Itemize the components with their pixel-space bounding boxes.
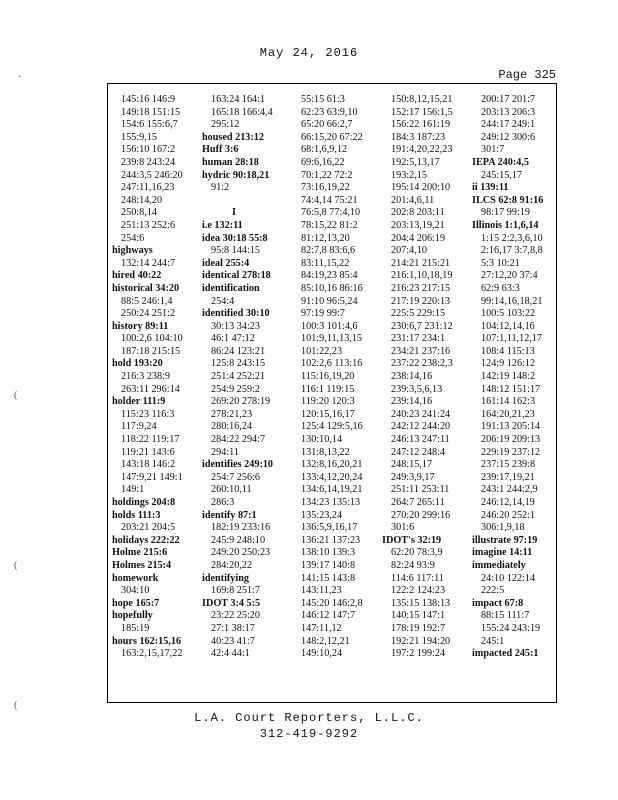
index-reference	[202, 195, 290, 208]
index-reference: 46:1 47:12	[211, 333, 255, 345]
index-reference: 5:3 10:21	[481, 257, 520, 269]
index-reference: 295:12	[211, 119, 240, 131]
court-reporter-phone: 312-419-9292	[259, 727, 359, 741]
index-reference: 237:15 239:8	[481, 459, 536, 471]
index-term: hours 162:15,16	[112, 635, 182, 647]
index-reference: 131:8,13,22	[301, 446, 350, 458]
index-reference: 245:9 248:10	[211, 534, 266, 546]
index-reference: 206:19 209:13	[481, 434, 541, 446]
index-reference: 246:20 252:1	[481, 509, 536, 521]
index-reference: 152:17 156:1,5	[391, 106, 453, 118]
index-term: Holmes 215:4	[112, 559, 172, 571]
index-reference: 231:17 234:1	[391, 333, 446, 345]
index-reference: 24:10 122:14	[481, 572, 536, 584]
index-reference: 251:11 253:11	[391, 484, 450, 496]
index-reference: 306:1,9,18	[481, 522, 525, 534]
index-reference: 201:4,6,11	[391, 194, 435, 206]
index-reference: 248:14,20	[121, 194, 163, 206]
page-footer	[0, 710, 618, 742]
index-reference: 149:1	[121, 484, 145, 496]
index-reference: 249:3,9,17	[391, 471, 435, 483]
index-reference: 178:19 192:7	[391, 622, 446, 634]
index-reference: 269:20 278:19	[211, 396, 271, 408]
index-reference: 82:24 93:9	[391, 559, 435, 571]
index-reference: 163:24 164:1	[211, 94, 266, 105]
index-reference: 246:12,14,19	[481, 497, 535, 508]
index-reference: 136:21 137:23	[301, 534, 361, 546]
index-reference: 42:4 44:1	[211, 648, 250, 660]
index-reference: 163:2,15,17,22	[121, 648, 183, 660]
index-reference: 247:11,16,23	[121, 182, 175, 194]
index-reference: 122:2 124:23	[391, 585, 446, 597]
scan-mark: ·	[18, 72, 22, 83]
index-reference: 119:20 120:3	[301, 396, 355, 408]
index-reference: 155:24 243:19	[481, 622, 541, 634]
index-reference: 134:23 135:13	[301, 497, 361, 508]
index-reference: 135:15 138:13	[391, 597, 451, 609]
index-reference: 216:23 217:15	[391, 282, 451, 294]
index-reference: 250:8,14	[121, 207, 157, 219]
index-term: identify 87:1	[202, 509, 257, 521]
index-reference: 246:13 247:11	[391, 434, 450, 446]
index-reference: 1:15 2:2,3,6,10	[481, 232, 543, 244]
index-reference: 101:22,23	[301, 345, 343, 357]
index-reference: 242:12 244:20	[391, 421, 451, 433]
index-reference: 165:18 166:4,4	[211, 106, 273, 118]
index-term: Huff 3:6	[202, 144, 239, 156]
index-term: ii 139:11	[472, 182, 509, 194]
index-reference: 135:23,24	[301, 509, 343, 521]
index-reference: 239:14,16	[391, 396, 433, 408]
index-reference: 70:1,22 72:2	[301, 169, 353, 181]
index-term: IDOT's 32:19	[382, 534, 442, 546]
index-reference: 191:4,20,22,23	[391, 144, 453, 156]
index-reference: 249:20 250:23	[211, 547, 271, 559]
index-reference: 203:21 204:5	[121, 522, 176, 534]
index-column-2	[202, 94, 290, 661]
index-reference: 140:15 147:1	[391, 610, 446, 622]
index-reference: 187:18 215:15	[121, 345, 181, 357]
index-term: history 89:11	[112, 320, 169, 332]
index-reference: 216:3 238:9	[121, 371, 170, 383]
index-reference: 200:17 201:7	[481, 94, 536, 105]
index-term: Holme 215:6	[112, 547, 168, 559]
index-term: impact 67:8	[472, 597, 524, 609]
index-reference: 254:4	[211, 295, 235, 307]
index-reference: 192:5,13,17	[391, 156, 440, 168]
index-reference: 280:16,24	[211, 421, 253, 433]
index-reference: 104:12,14,16	[481, 320, 535, 332]
index-term: Illinois 1:1,6,14	[472, 219, 539, 231]
index-column-4	[382, 94, 470, 661]
index-reference: 66:15,20 67:22	[301, 131, 363, 143]
index-reference: 95:8 144:15	[211, 245, 260, 257]
index-reference: 108:4 115:13	[481, 345, 535, 357]
index-reference: 115:23 116:3	[121, 408, 175, 420]
index-reference: 149:10,24	[301, 648, 343, 660]
index-reference: 30:13 34:23	[211, 320, 260, 332]
index-term: historical 34:20	[112, 282, 180, 294]
index-reference: 260:10,11	[211, 484, 252, 496]
index-reference: 84:19,23 85:4	[301, 270, 358, 282]
index-reference: 204:4 206:19	[391, 232, 446, 244]
index-reference: 184:3 187:23	[391, 131, 446, 143]
index-reference: 148:2,12,21	[301, 635, 350, 647]
index-reference: 154:6 155:6,7	[121, 119, 178, 131]
index-reference: 62:9 63:3	[481, 282, 520, 294]
court-reporter-name: L.A. Court Reporters, L.L.C.	[194, 711, 424, 725]
index-reference: 139:17 140:8	[301, 559, 356, 571]
index-reference: 145:16 146:9	[121, 94, 176, 105]
index-term: IEPA 240:4,5	[472, 156, 529, 168]
index-reference: 134:6,14,19,21	[301, 484, 363, 496]
index-column-3	[292, 94, 380, 661]
index-reference: 229:19 237:12	[481, 446, 541, 458]
index-letter-heading: I	[232, 207, 236, 219]
index-reference: 284:20,22	[211, 559, 253, 571]
index-term: ideal 255:4	[202, 257, 250, 269]
index-reference: 245:1	[481, 635, 505, 647]
index-reference: 193:2,15	[391, 169, 427, 181]
index-reference: 98:17 99:19	[481, 207, 530, 219]
index-reference: 62:23 63:9,10	[301, 106, 358, 118]
index-reference: 69:6,16,22	[301, 156, 345, 168]
index-reference: 169:8 251:7	[211, 585, 260, 597]
index-reference: 100:2,6 104:10	[121, 333, 183, 345]
scan-mark: (	[14, 700, 18, 711]
index-reference: 88:15 111:7	[481, 610, 530, 622]
index-reference: 65:20 66:2,7	[301, 119, 353, 131]
index-reference: 85:10,16 86:16	[301, 282, 363, 294]
index-reference: 217:19 220:13	[391, 295, 451, 307]
transcript-date: May 24, 2016	[259, 46, 359, 60]
index-reference: 238:14,16	[391, 371, 433, 383]
index-reference: 254:6	[121, 232, 145, 244]
index-term: imagine 14:11	[472, 547, 533, 559]
index-reference: 132:14 244:7	[121, 257, 176, 269]
index-term: immediately	[472, 559, 526, 571]
index-reference: 216:1,10,18,19	[391, 270, 453, 282]
index-reference: 243:1 244:2,9	[481, 484, 538, 496]
index-column-1	[112, 94, 200, 661]
index-reference: 117:9,24	[121, 421, 157, 433]
index-reference: 73:16,19,22	[301, 182, 350, 194]
index-term: holidays 222:22	[112, 534, 180, 546]
index-reference: 23:22 25:20	[211, 610, 260, 622]
index-reference: 185:19	[121, 622, 150, 634]
scan-mark: (	[14, 560, 18, 571]
index-term: holdings 204:8	[112, 497, 176, 508]
index-reference: 244:17 249:1	[481, 119, 536, 131]
index-reference: 107:1,11,12,17	[481, 333, 543, 345]
index-reference: 195:14 200:10	[391, 182, 451, 194]
index-reference: 182:19 233:16	[211, 522, 271, 534]
index-term: illustrate 97:19	[472, 534, 538, 546]
index-reference: 91:10 96:5,24	[301, 295, 358, 307]
index-reference: 278:21,23	[211, 408, 253, 420]
index-term: identical 278:18	[202, 270, 271, 282]
index-reference: 136:5,9,16,17	[301, 522, 358, 534]
index-reference: 156:22 161:19	[391, 119, 451, 131]
index-reference: 191:13 205:14	[481, 421, 541, 433]
index-reference: 148:12 151:17	[481, 383, 541, 395]
index-term: hired 40:22	[112, 270, 162, 282]
index-term: hope 165:7	[112, 597, 160, 609]
index-reference: 149:18 151:15	[121, 106, 181, 118]
index-reference: 119:21 143:6	[121, 446, 175, 458]
index-reference: 55:15 61:3	[301, 94, 345, 105]
index-reference: 115:16,19,20	[301, 371, 355, 383]
index-reference: 245:15,17	[481, 169, 523, 181]
index-reference: 156:10 167:2	[121, 144, 176, 156]
index-term: hydric 90:18,21	[202, 169, 270, 181]
index-reference: 284:22 294:7	[211, 434, 266, 446]
index-reference: 203:13 206:3	[481, 106, 536, 118]
index-reference: 250:24 251:2	[121, 308, 176, 320]
index-reference: 116:1 119:15	[301, 383, 355, 395]
index-term: hopefully	[112, 610, 153, 622]
index-term: i.e 132:11	[202, 219, 243, 231]
index-reference: 100:3 101:4,6	[301, 320, 358, 332]
index-reference: 237:22 238:2,3	[391, 358, 453, 370]
index-reference: 114:6 117:11	[391, 572, 444, 584]
index-reference: 143:18 146:2	[121, 459, 176, 471]
index-reference: 74:4,14 75:21	[301, 194, 358, 206]
index-term: identification	[202, 282, 260, 294]
index-reference: 161:14 162:3	[481, 396, 536, 408]
index-reference: 120:15,16,17	[301, 408, 355, 420]
index-reference: 68:1,6,9,12	[301, 144, 348, 156]
word-index-box	[107, 83, 557, 703]
index-reference: 164:20,21,23	[481, 408, 535, 420]
index-term: human 28:18	[202, 156, 259, 168]
index-reference: 133:4,12,20,24	[301, 471, 363, 483]
index-reference: 251:13 252:6	[121, 219, 176, 231]
index-reference: 254:7 256:6	[211, 471, 260, 483]
index-reference: 192:21 194:20	[391, 635, 451, 647]
index-reference: 294:11	[211, 446, 239, 458]
index-term: holds 111:3	[112, 509, 161, 521]
index-reference: 147:11,12	[301, 622, 342, 634]
index-reference: 203:13,19,21	[391, 219, 445, 231]
index-reference: 146:12 147:7	[301, 610, 356, 622]
index-reference: 62:20 78:3,9	[391, 547, 443, 559]
index-reference: 263:11 296:14	[121, 383, 180, 395]
index-term: idea 30:18 55:8	[202, 232, 268, 244]
index-reference: 244:3,5 246:20	[121, 169, 183, 181]
index-reference: 97:19 99:7	[301, 308, 345, 320]
index-term: identified 30:10	[202, 308, 270, 320]
index-reference: 251:4 252:21	[211, 371, 266, 383]
index-reference: 78:15,22 81:2	[301, 219, 358, 231]
index-term: housed 213:12	[202, 131, 264, 143]
index-reference: 27:12,20 37:4	[481, 270, 538, 282]
index-reference: 81:12,13,20	[301, 232, 350, 244]
index-reference: 125:4 129:5,16	[301, 421, 363, 433]
index-reference: 82:7,8 83:6,6	[301, 245, 356, 257]
index-reference: 230:6,7 231:12	[391, 320, 453, 332]
index-reference: 249:12 300:6	[481, 131, 536, 143]
index-reference: 247:12 248:4	[391, 446, 446, 458]
index-reference: 143:11,23	[301, 585, 342, 597]
scan-mark: (	[14, 390, 18, 401]
index-reference: 40:23 41:7	[211, 635, 255, 647]
index-reference: 197:2 199:24	[391, 648, 446, 660]
index-term: hold 193:20	[112, 358, 163, 370]
index-reference: 304:10	[121, 585, 150, 597]
index-reference: 145:20 146:2,8	[301, 597, 363, 609]
index-reference: 239:8 243:24	[121, 156, 176, 168]
index-reference: 239:3,5,6,13	[391, 383, 443, 395]
index-reference: 101:9,11,13,15	[301, 333, 363, 345]
index-reference: 301:7	[481, 144, 505, 156]
index-reference: 138:10 139:3	[301, 547, 356, 559]
index-reference: 125:8 243:15	[211, 358, 266, 370]
index-reference: 234:21 237:16	[391, 345, 451, 357]
index-reference: 142:19 148:2	[481, 371, 536, 383]
index-reference: 100:5 103:22	[481, 308, 536, 320]
index-term: ILCS 62:8 91:16	[472, 194, 544, 206]
index-reference: 147:9,21 149:1	[121, 471, 183, 483]
index-reference: 141:15 143:8	[301, 572, 356, 584]
index-reference: 76:5,8 77:4,10	[301, 207, 361, 219]
index-reference: 214:21 215:21	[391, 257, 451, 269]
index-reference: 207:4,10	[391, 245, 427, 257]
page-number: Page 325	[498, 68, 556, 82]
index-reference: 132:8,16,20,21	[301, 459, 363, 471]
index-term: holder 111:9	[112, 396, 166, 408]
index-reference: 102:2,6 113:16	[301, 358, 363, 370]
index-term: identifies 249:10	[202, 459, 274, 471]
index-reference: 88:5 246:1,4	[121, 295, 173, 307]
index-term: homework	[112, 572, 159, 584]
index-reference: 202:8 203:11	[391, 207, 445, 219]
index-reference: 286:3	[211, 497, 235, 508]
index-reference: 150:8,12,15,21	[391, 94, 453, 105]
index-reference: 225:5 229:15	[391, 308, 446, 320]
index-reference: 254:9 259:2	[211, 383, 260, 395]
index-reference: 155:9,15	[121, 131, 157, 143]
index-reference: 240:23 241:24	[391, 408, 451, 420]
index-column-5	[472, 94, 556, 661]
index-reference: 248:15,17	[391, 459, 433, 471]
index-reference: 27:1 38:17	[211, 622, 255, 634]
index-reference: 130:10,14	[301, 434, 343, 446]
index-reference: 91:2	[211, 182, 230, 194]
index-reference: 86:24 123:21	[211, 345, 266, 357]
index-term: impacted 245:1	[472, 648, 539, 660]
index-reference: 270:20 299:16	[391, 509, 451, 521]
index-reference: 264:7 265:11	[391, 497, 445, 508]
index-term: highways	[112, 245, 153, 257]
index-reference: 124:9 126:12	[481, 358, 536, 370]
index-reference: 222:5	[481, 585, 505, 597]
index-reference: 301:6	[391, 522, 415, 534]
index-reference: 2:16,17 3:7,8,8	[481, 245, 543, 257]
index-reference: 239:17,19,21	[481, 471, 535, 483]
index-reference: 99:14,16,18,21	[481, 295, 543, 307]
index-reference: 118:22 119:17	[121, 434, 180, 446]
index-term: identifying	[202, 572, 249, 584]
index-reference: 83:11,15,22	[301, 257, 350, 269]
index-term: IDOT 3:4 5:5	[202, 597, 261, 609]
